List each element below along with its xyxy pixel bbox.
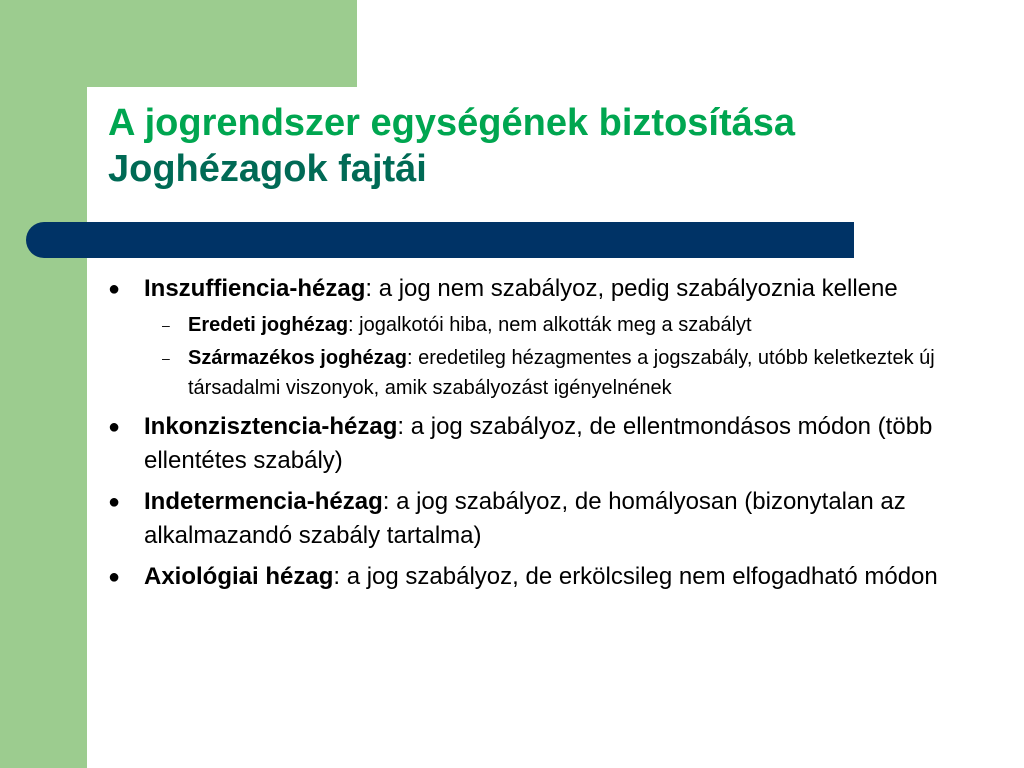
item-term: Indetermencia-hézag [144,488,383,515]
dash-icon: – [162,317,170,333]
title-line-2: Joghézagok fajtái [108,148,427,190]
sub-list-item [108,343,988,403]
sub-list-item [108,310,988,340]
dash-icon: – [162,350,170,366]
bullet-icon: ● [108,278,121,300]
bullet-icon: ● [108,566,121,588]
bullet-icon: ● [108,491,121,513]
subitem-term: Származékos joghézag [188,347,407,369]
list-item [108,560,988,594]
list-item [108,410,988,478]
item-term: Inszuffiencia-hézag [144,275,366,302]
list-item [108,272,988,403]
title-divider-bar [26,222,854,258]
slide-title [108,100,795,192]
bullet-list [108,272,988,594]
sub-list [144,310,988,403]
item-term: Inkonzisztencia-hézag [144,413,398,440]
item-text: : a jog nem szabályoz, pedig szabályoznia kellene [365,275,898,302]
item-text: : a jog szabályoz, de ellentmondásos módon (több ellentétes szabály) [144,413,933,474]
item-text: : a jog szabályoz, de erkölcsileg nem elfogadható módon [333,563,938,590]
item-term: Axiológiai hézag [144,563,334,590]
list-item [108,485,988,553]
slide-body [108,272,988,601]
bullet-icon: ● [108,416,121,438]
title-line-1: A jogrendszer egységének biztosítása [108,102,796,144]
left-green-band [0,0,87,768]
subitem-text: : eredetileg hézagmentes a jogszabály, utóbb keletkeztek új társadalmi viszonyok, amik szabályozást igényelnének [188,347,935,399]
item-text: : a jog szabályoz, de homályosan (bizonytalan az alkalmazandó szabály tartalma) [144,488,906,549]
subitem-text: : jogalkotói hiba, nem alkották meg a szabályt [348,314,752,336]
top-green-block [0,0,357,87]
subitem-term: Eredeti joghézag [188,314,349,336]
